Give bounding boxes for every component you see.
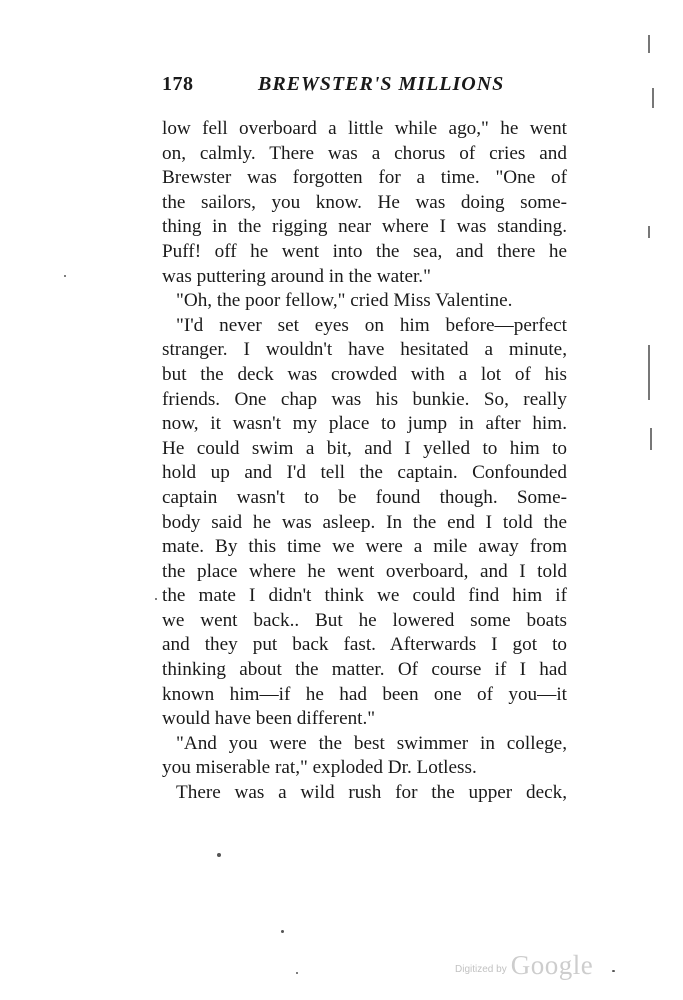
- text-line: There was a wild rush for the upper deck,: [176, 782, 567, 804]
- body-text: [162, 117, 567, 806]
- scan-edge-mark: [652, 88, 654, 108]
- digitized-by-google-watermark: [455, 950, 593, 980]
- text-line: Brewster was forgotten for a time. "One of: [162, 167, 567, 189]
- text-line: was puttering around in the water.": [162, 265, 431, 287]
- scan-speck: [296, 972, 298, 974]
- text-line: stranger. I wouldn't have hesitated a minute,: [162, 339, 567, 361]
- text-line: body said he was asleep. In the end I told the: [162, 511, 567, 533]
- text-line: the sailors, you know. He was doing some-: [162, 191, 567, 213]
- text-line: thing in the rigging near where I was standing.: [162, 216, 567, 238]
- text-line: low fell overboard a little while ago," he went: [162, 118, 567, 139]
- scan-edge-mark: [648, 226, 650, 238]
- scan-edge-mark: [648, 35, 650, 53]
- page-header: [162, 73, 567, 99]
- text-line: friends. One chap was his bunkie. So, really: [162, 388, 567, 410]
- text-line: known him—if he had been one of you—it: [162, 683, 567, 705]
- scan-speck: [281, 930, 284, 933]
- text-line: the mate I didn't think we could find him if: [162, 585, 567, 607]
- text-line: "And you were the best swimmer in college,: [176, 732, 567, 754]
- text-line: we went back.. But he lowered some boats: [162, 609, 567, 631]
- text-line: Puff! off he went into the sea, and there he: [162, 240, 567, 262]
- text-line: captain wasn't to be found though. Some-: [162, 486, 567, 508]
- scan-edge-mark: [648, 345, 650, 400]
- text-line: on, calmly. There was a chorus of cries and: [162, 142, 567, 164]
- page-number: 178: [162, 73, 194, 95]
- scan-speck: [64, 275, 66, 277]
- watermark-prefix: Digitized by: [455, 964, 507, 975]
- text-line: He could swim a bit, and I yelled to him to: [162, 437, 567, 459]
- scan-speck: [155, 598, 157, 600]
- text-line: now, it wasn't my place to jump in after him.: [162, 413, 567, 435]
- text-line: and they put back fast. Afterwards I got to: [162, 634, 567, 656]
- text-line: you miserable rat," exploded Dr. Lotless.: [162, 757, 477, 779]
- text-line: would have been different.": [162, 708, 376, 730]
- scan-edge-mark: [650, 428, 652, 450]
- text-line: thinking about the matter. Of course if I had: [162, 659, 567, 681]
- scan-speck: [217, 853, 221, 857]
- google-logo: Google: [510, 950, 594, 980]
- text-line: mate. By this time we were a mile away from: [162, 536, 567, 558]
- text-line: hold up and I'd tell the captain. Confounded: [162, 462, 567, 484]
- running-title: BREWSTER'S MILLIONS: [258, 73, 505, 95]
- text-line: but the deck was crowded with a lot of his: [162, 363, 567, 385]
- text-line: the place where he went overboard, and I told: [162, 560, 567, 582]
- scan-speck: [612, 970, 615, 972]
- text-line: "I'd never set eyes on him before—perfect: [176, 314, 567, 336]
- text-line: "Oh, the poor fellow," cried Miss Valentine.: [176, 290, 513, 312]
